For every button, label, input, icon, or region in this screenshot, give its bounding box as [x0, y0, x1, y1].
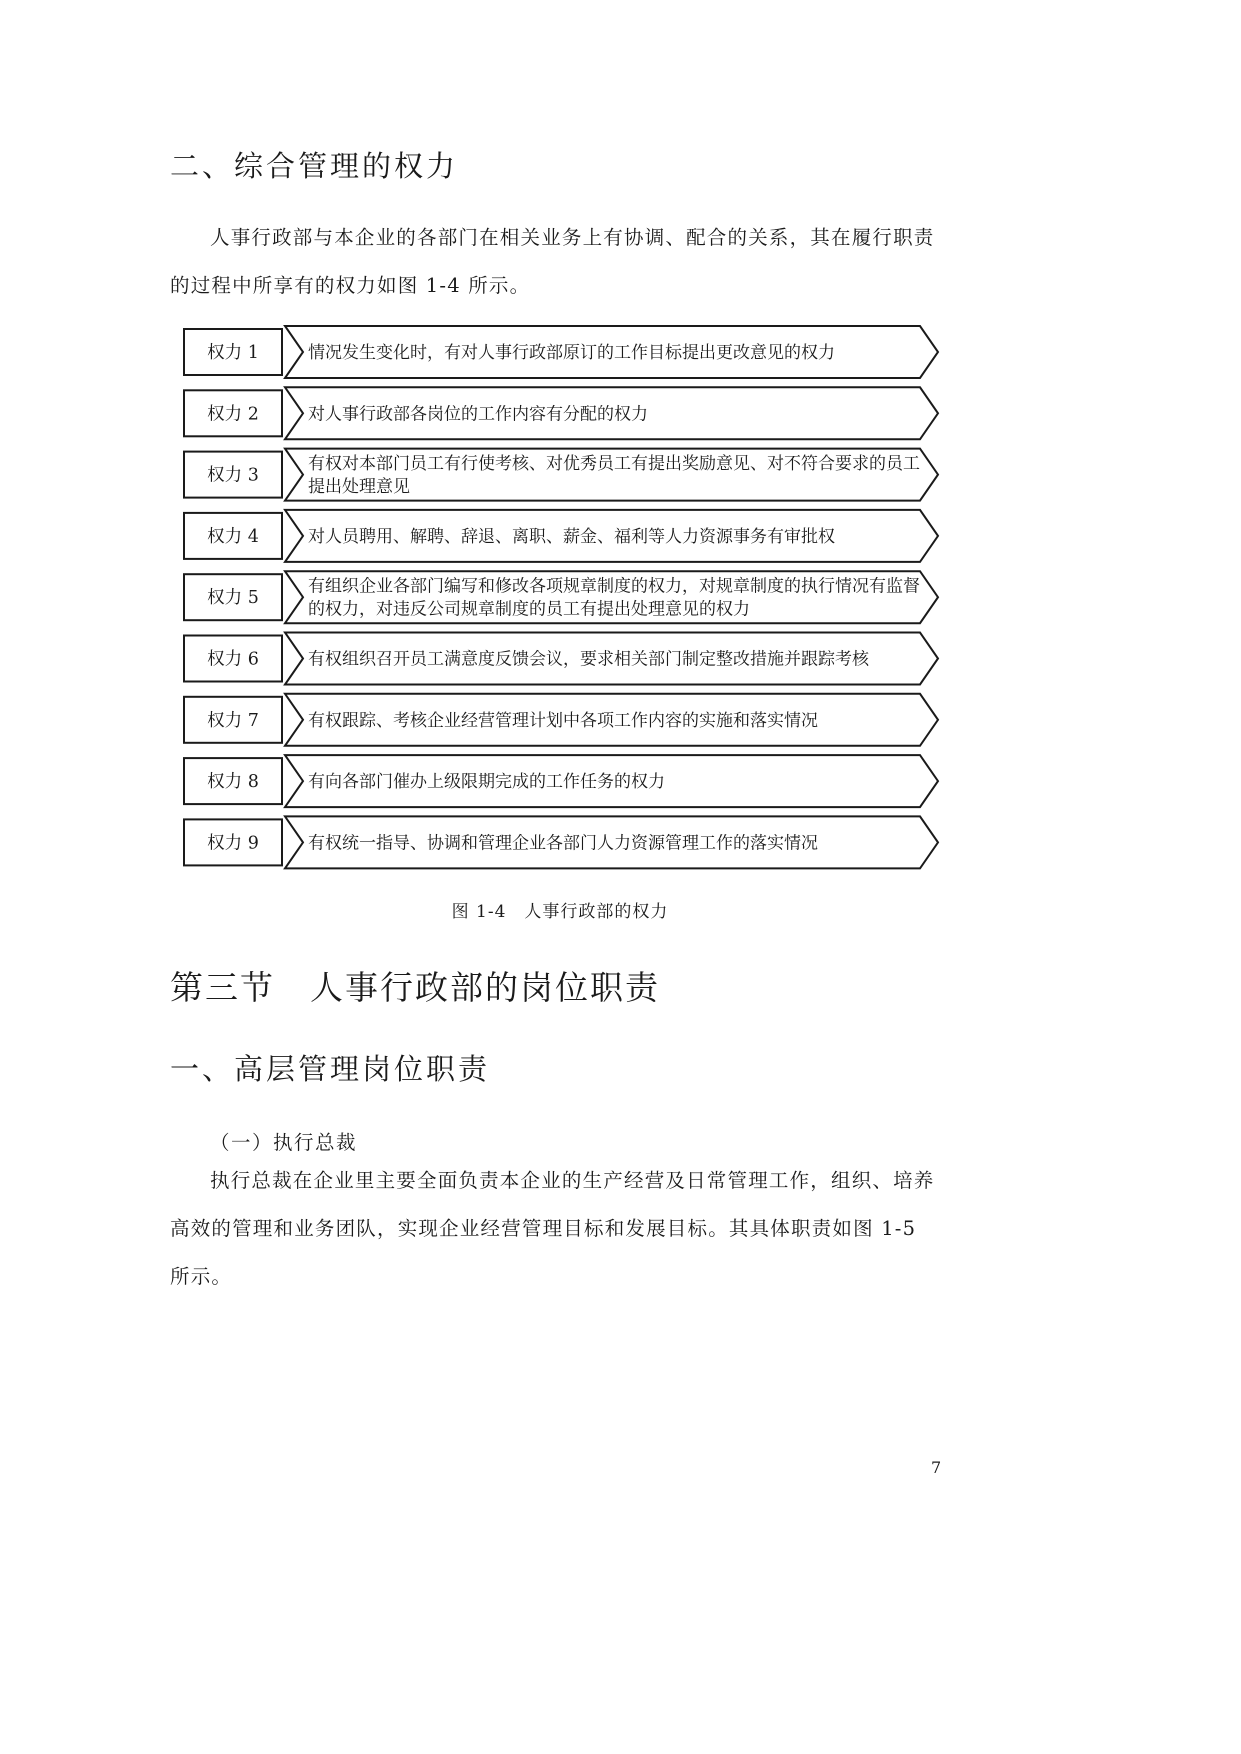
power-label: 权力 6	[207, 649, 259, 670]
intro-paragraph	[170, 214, 942, 310]
power-label: 权力 7	[207, 710, 259, 731]
power-description-text: 有权统一指导、协调和管理企业各部门人力资源管理工作的落实情况	[308, 833, 818, 854]
power-label: 权力 9	[207, 833, 259, 854]
intro-text: 人事行政部与本企业的各部门在相关业务上有协调、配合的关系，其在履行职责的过程中所享有的权力如图 1-4 所示。	[170, 226, 935, 297]
power-diagram	[180, 322, 945, 874]
power-label: 权力 4	[207, 526, 259, 547]
power-description-text: 提出处理意见	[308, 477, 410, 498]
sub-heading-executive-president: （一）执行总裁	[210, 1131, 358, 1154]
section-heading-senior: 一、高层管理岗位职责	[170, 1052, 491, 1086]
power-label: 权力 3	[207, 465, 259, 486]
power-description-text: 有组织企业各部门编写和修改各项规章制度的权力，对规章制度的执行情况有监督	[308, 576, 920, 597]
power-description-text: 有权组织召开员工满意度反馈会议，要求相关部门制定整改措施并跟踪考核	[308, 649, 869, 670]
page-number: 7	[931, 1458, 942, 1477]
power-label: 权力 8	[207, 772, 259, 793]
section-heading-power: 二、综合管理的权力	[170, 149, 459, 183]
chapter-section-title: 第三节 人事行政部的岗位职责	[170, 968, 660, 1007]
power-description-text: 情况发生变化时，有对人事行政部原订的工作目标提出更改意见的权力	[308, 343, 835, 363]
power-description-text: 有权跟踪、考核企业经营管理计划中各项工作内容的实施和落实情况	[308, 710, 818, 731]
power-label: 权力 1	[207, 343, 259, 363]
executive-paragraph	[170, 1157, 942, 1301]
power-description-text: 对人事行政部各岗位的工作内容有分配的权力	[308, 404, 648, 425]
power-description-text: 有权对本部门员工有行使考核、对优秀员工有提出奖励意见、对不符合要求的员工	[308, 454, 920, 475]
power-description-text: 的权力，对违反公司规章制度的员工有提出处理意见的权力	[308, 599, 750, 620]
power-diagram-svg	[180, 322, 945, 874]
figure-caption: 图 1-4 人事行政部的权力	[451, 902, 669, 922]
power-description-text: 对人员聘用、解聘、辞退、离职、薪金、福利等人力资源事务有审批权	[308, 526, 835, 547]
power-label: 权力 2	[207, 404, 259, 425]
power-label: 权力 5	[207, 588, 259, 609]
power-description-text: 有向各部门催办上级限期完成的工作任务的权力	[308, 772, 665, 793]
executive-text: 执行总裁在企业里主要全面负责本企业的生产经营及日常管理工作，组织、培养高效的管理和业务团队，实现企业经营管理目标和发展目标。其具体职责如图 1-5 所示。	[170, 1169, 935, 1288]
